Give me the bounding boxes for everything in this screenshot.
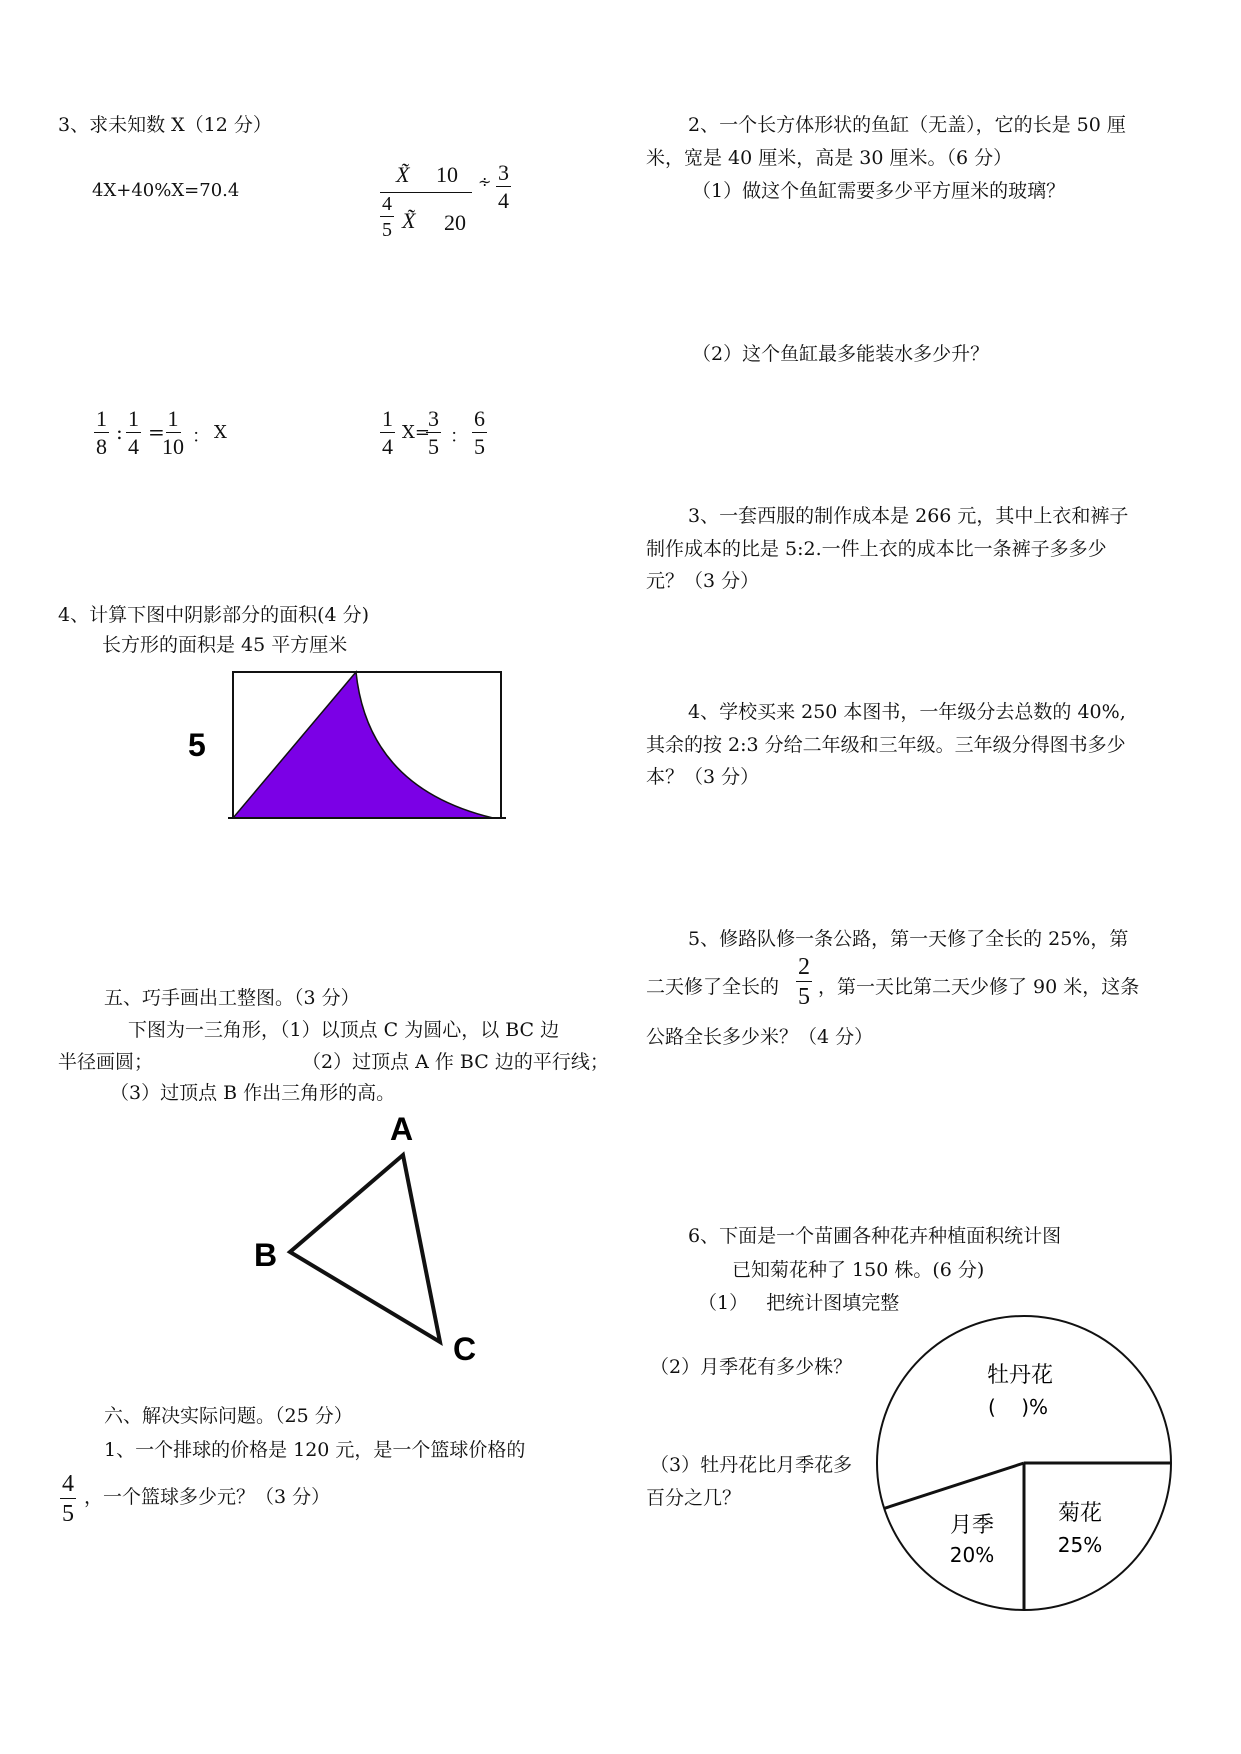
eq3-x: X bbox=[214, 422, 227, 443]
eq4-c-num: 6 bbox=[474, 406, 485, 431]
slice-label-chrysanthemum: 菊花 bbox=[1057, 1501, 1103, 1526]
r-q4-line-3: 本？（3 分） bbox=[646, 766, 760, 788]
vertex-c-label: C bbox=[453, 1331, 477, 1367]
eq4-frac-c bbox=[472, 408, 487, 458]
eq2-bot-den: 5 bbox=[382, 219, 392, 241]
eq2-bottom-20: 20 bbox=[444, 210, 466, 235]
eq2-operator: ∻ bbox=[478, 174, 492, 191]
r-q6-sub-3a: （3）牡丹花比月季花多 bbox=[650, 1454, 853, 1476]
eq4-c-den: 5 bbox=[474, 434, 485, 459]
eq4-colon: ： bbox=[450, 426, 468, 447]
r-q2-sub-1: （1）做这个鱼缸需要多少平方厘米的玻璃？ bbox=[692, 180, 1066, 202]
eq2-bottom-x: X̃ bbox=[402, 208, 416, 233]
section-5-line-1: 下图为一三角形，（1）以顶点 C 为圆心，以 BC 边 bbox=[128, 1019, 560, 1041]
r-q5-line-3: 公路全长多少米？（4 分） bbox=[646, 1026, 874, 1048]
r-q3-line-1: 3、一套西服的制作成本是 266 元，其中上衣和裤子 bbox=[688, 505, 1129, 527]
equation-4 bbox=[380, 408, 520, 468]
equation-1: 4X+40%X=70.4 bbox=[92, 180, 240, 201]
slice-label-peony: 牡丹花 bbox=[986, 1363, 1054, 1388]
eq3-colon-1: : bbox=[116, 420, 123, 444]
eq4-a-num: 1 bbox=[382, 406, 393, 431]
eq2-fraction-bar bbox=[380, 192, 472, 193]
section-6-q1-fraction bbox=[60, 1472, 76, 1526]
r-q5-line-2b: ，第一天比第二天少修了 90 米，这条 bbox=[818, 976, 1140, 998]
r-q3-line-2: 制作成本的比是 5:2.一件上衣的成本比一条裤子多多少 bbox=[646, 538, 1107, 560]
eq3-c-den: 10 bbox=[162, 434, 184, 459]
section-6-title: 六、解决实际问题。（25 分） bbox=[104, 1405, 353, 1427]
triangle-abc bbox=[290, 1155, 440, 1342]
slice-label-rose: 月季 bbox=[949, 1513, 995, 1538]
eq3-a-num: 1 bbox=[96, 406, 107, 431]
eq3-b-num: 1 bbox=[128, 406, 139, 431]
r-q5-line-2a: 二天修了全长的 bbox=[646, 976, 780, 998]
eq3-a-den: 8 bbox=[96, 434, 107, 459]
flower-area-pie-chart bbox=[880, 1310, 1180, 1620]
section-5-line-2b: （2）过顶点 A 作 BC 边的平行线； bbox=[302, 1051, 609, 1073]
eq3-frac-c bbox=[162, 408, 184, 458]
eq3-frac-a bbox=[94, 408, 109, 458]
eq4-x-equals: X= bbox=[402, 422, 430, 443]
pie-divider-southwest bbox=[884, 1463, 1024, 1508]
eq2-bottom-fraction bbox=[380, 194, 394, 240]
eq4-frac-b bbox=[426, 408, 441, 458]
r-q5-frac-num: 2 bbox=[798, 954, 810, 980]
eq2-rhs-fraction bbox=[496, 162, 511, 212]
eq3-equals: = bbox=[148, 420, 165, 444]
eq3-frac-b bbox=[126, 408, 141, 458]
r-q4-line-1: 4、学校买来 250 本图书，一年级分去总数的 40%, bbox=[688, 701, 1126, 723]
slice-value-peony: ( )% bbox=[987, 1395, 1049, 1419]
eq3-b-den: 4 bbox=[128, 434, 139, 459]
r-q2-sub-2: （2）这个鱼缸最多能装水多少升？ bbox=[692, 343, 990, 365]
eq2-top-10: 10 bbox=[436, 162, 458, 187]
shaded-region bbox=[233, 672, 493, 818]
equation-3 bbox=[94, 408, 254, 468]
s6-q1-frac-num: 4 bbox=[62, 1471, 74, 1497]
section-6-q1-line-1: 1、一个排球的价格是 120 元，是一个篮球价格的 bbox=[104, 1439, 526, 1461]
r-q6-sub-3b: 百分之几？ bbox=[646, 1487, 742, 1509]
r-q6-line-1: 6、下面是一个苗圃各种花卉种植面积统计图 bbox=[688, 1225, 1062, 1247]
side-length-label: 5 bbox=[188, 727, 206, 763]
eq2-rhs-num: 3 bbox=[498, 160, 509, 185]
vertex-a-label: A bbox=[390, 1111, 414, 1147]
section-5-line-3: （3）过顶点 B 作出三角形的高。 bbox=[110, 1082, 396, 1104]
shaded-area-figure bbox=[180, 660, 520, 830]
r-q4-line-2: 其余的按 2:3 分给二年级和三年级。三年级分得图书多少 bbox=[646, 734, 1126, 756]
slice-value-chrysanthemum: 25% bbox=[1057, 1533, 1103, 1557]
q3-title: 3、求未知数 X（12 分） bbox=[58, 114, 272, 136]
eq4-frac-a bbox=[380, 408, 395, 458]
eq4-b-num: 3 bbox=[428, 406, 439, 431]
r-q5-line-1: 5、修路队修一条公路，第一天修了全长的 25%，第 bbox=[688, 928, 1129, 950]
s6-q1-frac-den: 5 bbox=[62, 1501, 74, 1527]
triangle-figure bbox=[250, 1110, 500, 1370]
r-q5-frac-den: 5 bbox=[798, 984, 810, 1010]
slice-value-rose: 20% bbox=[949, 1543, 995, 1567]
eq2-rhs-den: 4 bbox=[498, 188, 509, 213]
section-5-line-2a: 半径画圆； bbox=[58, 1051, 154, 1073]
eq4-b-den: 5 bbox=[428, 434, 439, 459]
eq3-c-num: 1 bbox=[167, 406, 179, 431]
q4-subtitle: 长方形的面积是 45 平方厘米 bbox=[102, 634, 348, 656]
r-q5-fraction bbox=[796, 955, 812, 1009]
r-q6-sub-1: （1） 把统计图填完整 bbox=[698, 1292, 900, 1314]
vertex-b-label: B bbox=[254, 1237, 278, 1273]
eq4-a-den: 4 bbox=[382, 434, 393, 459]
section-6-q1-line-2: ，一个篮球多少元？（3 分） bbox=[84, 1486, 331, 1508]
r-q3-line-3: 元？（3 分） bbox=[646, 570, 760, 592]
r-q2-line-2: 米，宽是 40 厘米，高是 30 厘米。（6 分） bbox=[646, 147, 1013, 169]
equation-2 bbox=[380, 158, 540, 258]
r-q6-line-2: 已知菊花种了 150 株。(6 分) bbox=[732, 1259, 985, 1281]
q4-title: 4、计算下图中阴影部分的面积(4 分) bbox=[58, 604, 370, 626]
eq2-top-x: X̃ bbox=[396, 162, 410, 187]
r-q6-sub-2: （2）月季花有多少株？ bbox=[650, 1356, 853, 1378]
eq2-bot-num: 4 bbox=[382, 193, 392, 215]
eq3-colon-2: ： bbox=[192, 426, 210, 447]
r-q2-line-1: 2、一个长方体形状的鱼缸（无盖），它的长是 50 厘 bbox=[688, 114, 1126, 136]
section-5-title: 五、巧手画出工整图。（3 分） bbox=[104, 987, 360, 1009]
